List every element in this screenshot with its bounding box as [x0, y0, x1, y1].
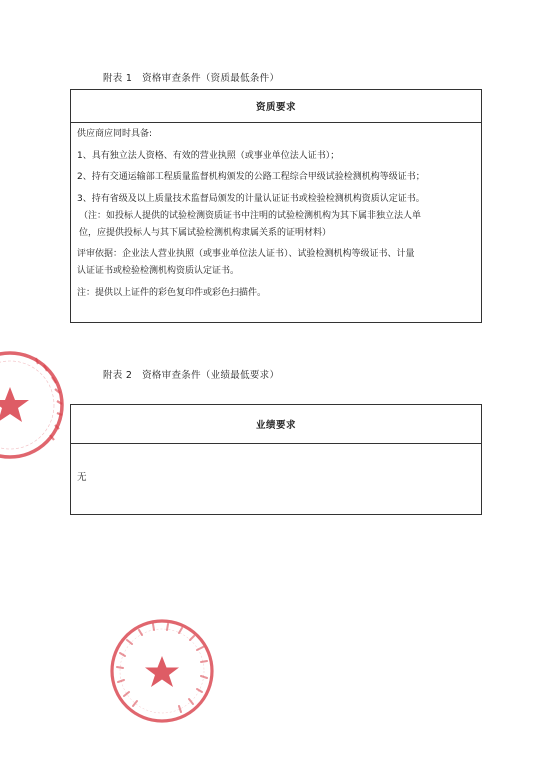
- appendix2-caption: 附表 2 资格审查条件（业绩最低要求）: [103, 370, 280, 381]
- performance-table-body: [71, 444, 481, 484]
- requirement-item-3: 3、持有省级及以上质量技术监督局颁发的计量认证证书或检验检测机构资质认定证书。: [77, 193, 425, 204]
- requirement-item-2: 2、持有交通运输部工程质量监督机构颁发的公路工程综合甲级试验检测机构等级证书；: [77, 172, 425, 182]
- performance-requirement-value: 无: [77, 472, 87, 483]
- requirement-intro: 供应商应同时具备:: [77, 129, 153, 139]
- performance-table: [70, 404, 482, 515]
- requirement-item-1: 1、具有独立法人资格、有效的营业执照（或事业单位法人证书）；: [77, 150, 340, 161]
- qualification-table: [70, 89, 482, 323]
- requirement-note-line-1: （注：如投标人提供的试验检测资质证书中注明的试验检测机构为其下属非独立法人单: [79, 210, 422, 221]
- red-seal-left-icon: [0, 347, 68, 463]
- qualification-table-header: 资质要求: [71, 90, 481, 123]
- qualification-table-body: [71, 123, 481, 300]
- requirement-note-line-2: 位，应提供投标人与其下属试验检测机构隶属关系的证明材料）: [79, 227, 332, 238]
- performance-table-header: 业绩要求: [71, 405, 481, 444]
- review-basis-line-1: 评审依据：企业法人营业执照（或事业单位法人证书）、试验检测机构等级证书、计量: [77, 249, 415, 259]
- review-basis-line-2: 认证证书或检验检测机构资质认定证书。: [77, 266, 240, 276]
- red-seal-bottom-icon: [107, 616, 217, 726]
- copy-note: 注：提供以上证件的彩色复印件或彩色扫描件。: [77, 287, 267, 298]
- appendix1-caption: 附表 1 资格审查条件（资质最低条件）: [103, 73, 280, 84]
